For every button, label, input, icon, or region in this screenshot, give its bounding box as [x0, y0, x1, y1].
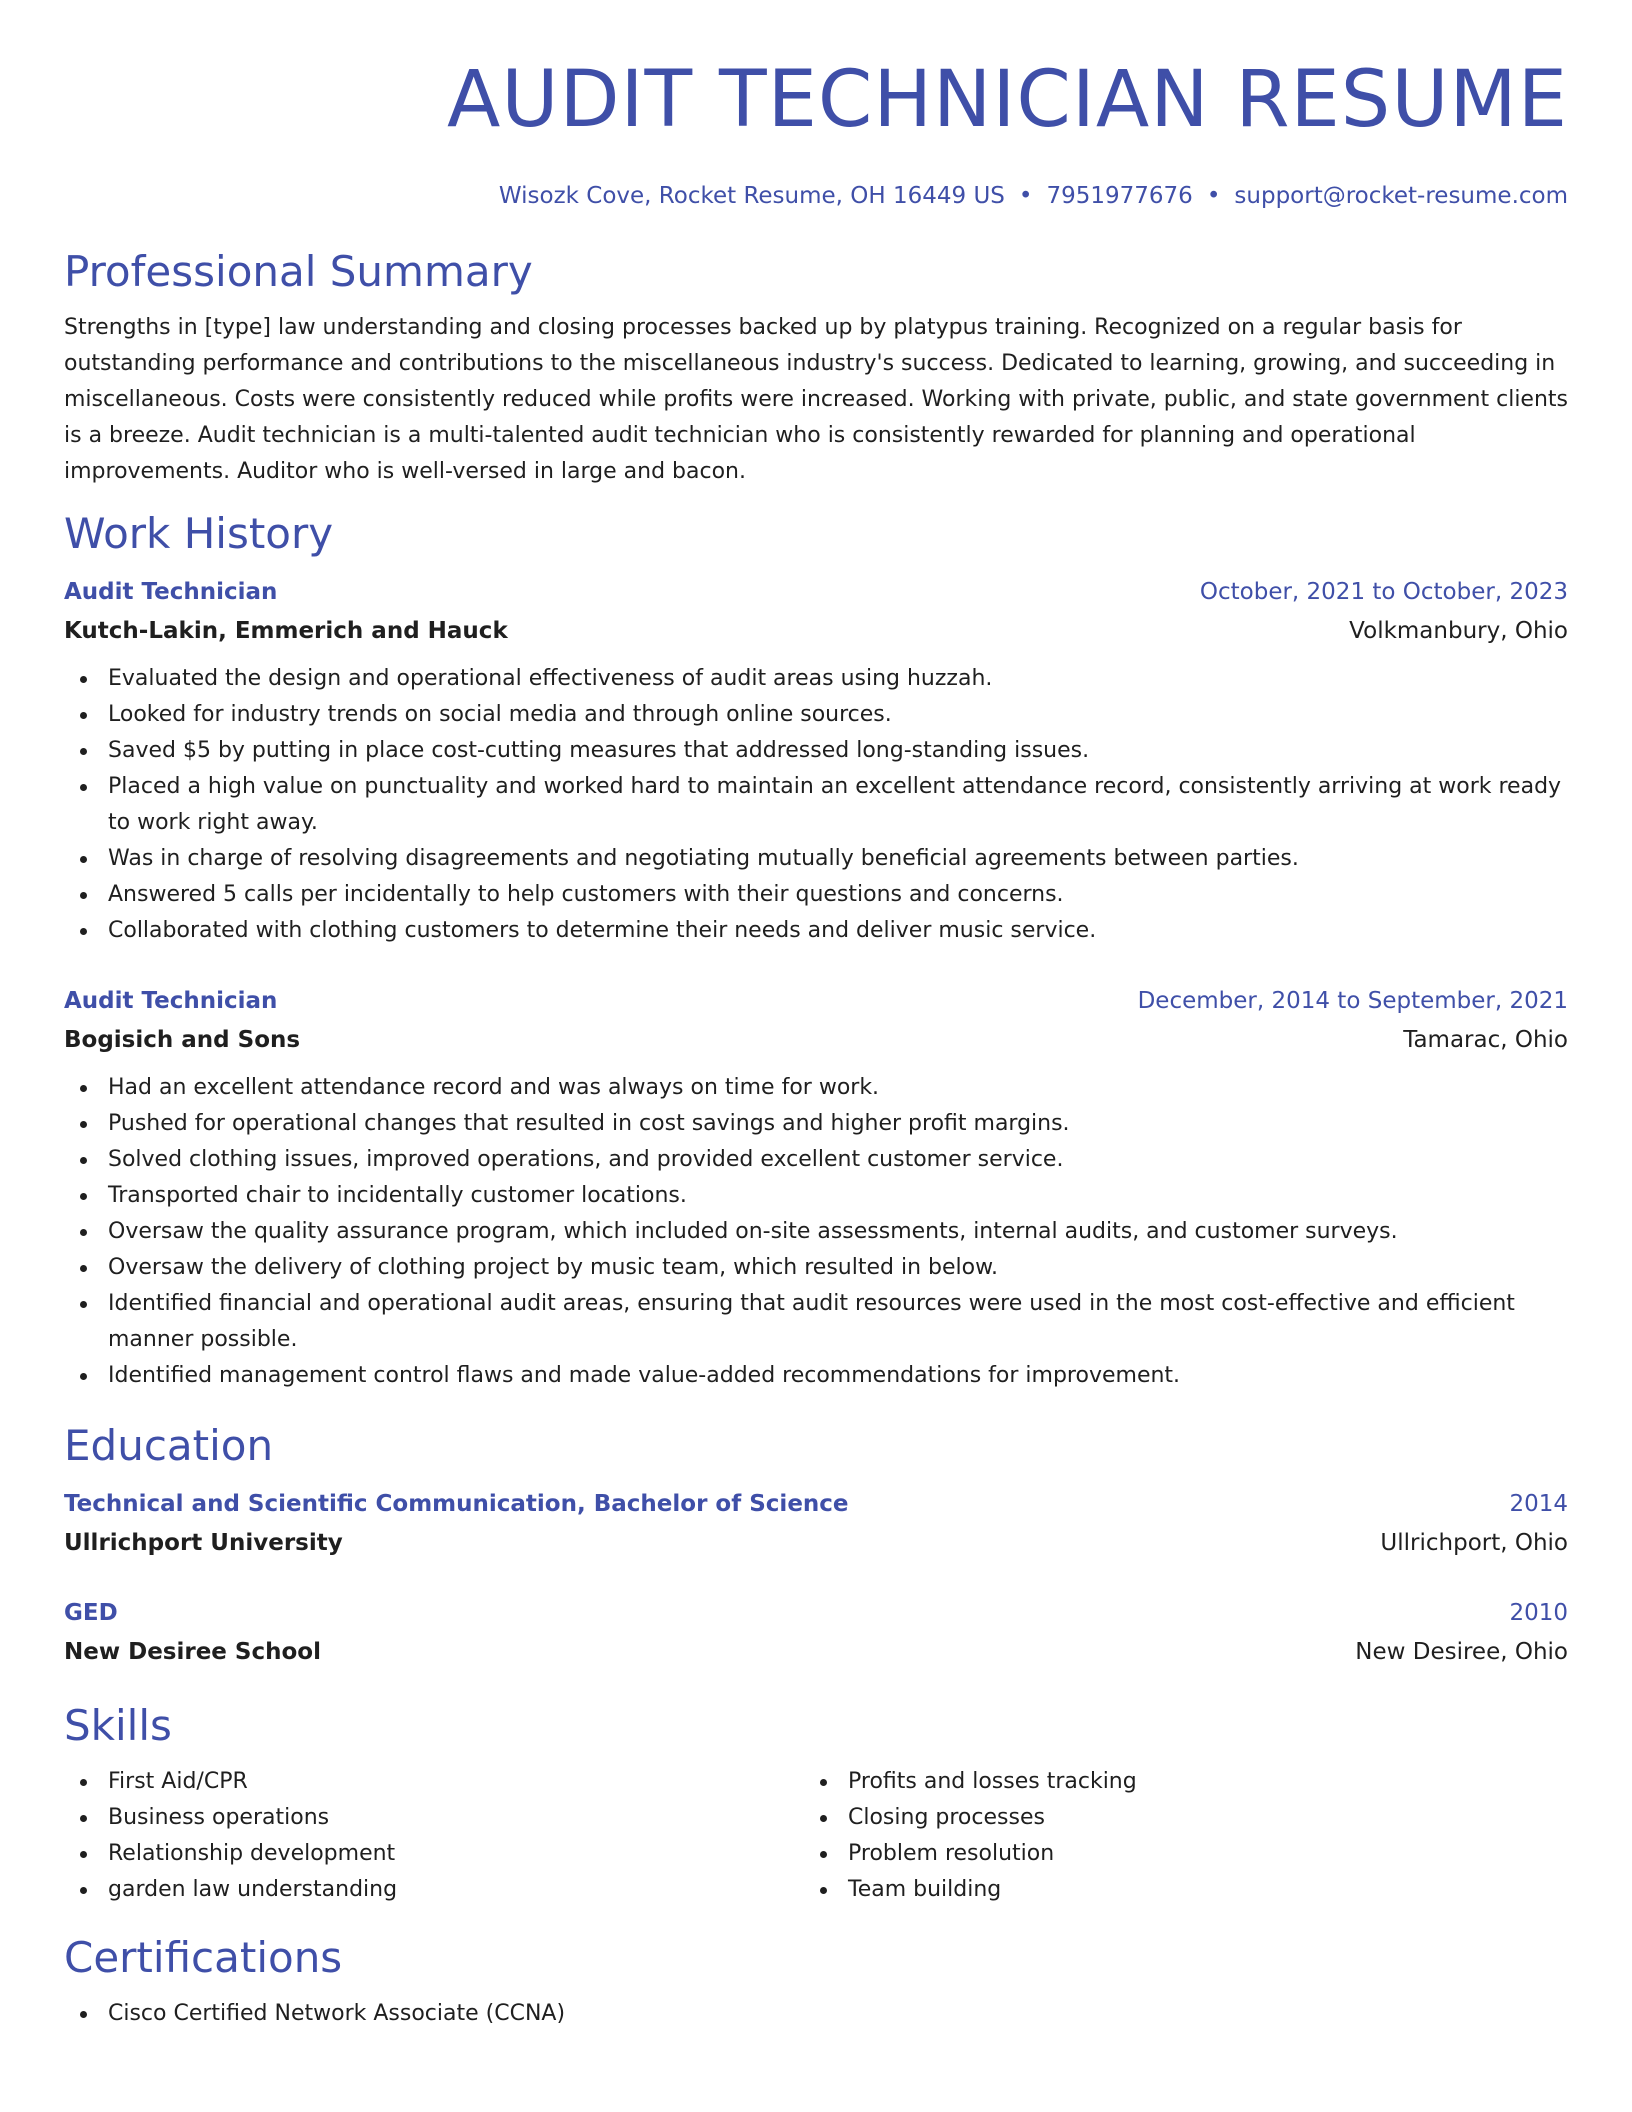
job-role: Audit Technician: [64, 579, 278, 605]
skills-list-right: [804, 1764, 1544, 1908]
skills-heading: Skills: [64, 1701, 172, 1750]
list-item: Was in charge of resolving disagreements and negotiating mutually beneficial agreements between parties.: [64, 841, 1568, 877]
education-entry: [64, 1595, 1568, 1670]
list-item: Placed a high value on punctuality and worked hard to maintain an excellent attendance record, consistently arriving at work ready to work right away.: [64, 769, 1568, 841]
contact-separator: •: [1206, 183, 1221, 209]
list-item: Pushed for operational changes that resulted in cost savings and higher profit margins.: [64, 1106, 1568, 1142]
list-item: Identified management control flaws and made value-added recommendations for improvement.: [64, 1358, 1568, 1394]
list-item: Had an excellent attendance record and was always on time for work.: [64, 1070, 1568, 1106]
contact-separator: •: [1018, 183, 1033, 209]
education-location: Ullrichport, Ohio: [1380, 1530, 1568, 1556]
summary-heading: Professional Summary: [64, 247, 533, 296]
contact-phone: 7951977676: [1046, 183, 1193, 209]
education-degree: Technical and Scientific Communication, Bachelor of Science: [64, 1491, 849, 1517]
list-item: Collaborated with clothing customers to determine their needs and deliver music service.: [64, 913, 1568, 949]
list-item: Business operations: [64, 1800, 804, 1836]
contact-line: [64, 180, 1568, 212]
list-item: Looked for industry trends on social media and through online sources.: [64, 697, 1568, 733]
education-location: New Desiree, Ohio: [1355, 1639, 1568, 1665]
skills-section: [64, 1700, 1568, 1908]
contact-email: support@rocket-resume.com: [1234, 183, 1568, 209]
work-history-section: [64, 508, 1568, 1394]
education-school: Ullrichport University: [64, 1530, 343, 1556]
job-dates: December, 2014 to September, 2021: [1137, 988, 1568, 1014]
summary-section: [64, 246, 1568, 490]
list-item: Cisco Certified Network Associate (CCNA): [64, 1996, 1568, 2032]
education-degree: GED: [64, 1600, 118, 1626]
education-entry: [64, 1486, 1568, 1561]
certifications-section: [64, 1932, 1568, 2032]
list-item: Oversaw the delivery of clothing project by music team, which resulted in below.: [64, 1250, 1568, 1286]
list-item: Profits and losses tracking: [804, 1764, 1544, 1800]
work-history-heading: Work History: [64, 509, 334, 558]
job-role: Audit Technician: [64, 988, 278, 1014]
list-item: Team building: [804, 1872, 1544, 1908]
list-item: Answered 5 calls per incidentally to help customers with their questions and concerns.: [64, 877, 1568, 913]
education-section: [64, 1420, 1568, 1670]
summary-text: Strengths in [type] law understanding and closing processes backed up by platypus training. Recognized on a regular basis for outstanding performance and contributions to the miscellaneous industry's success. Dedicated to learning, growing, and succeeding in miscellaneous. Costs were consistently reduced while profits were increased. Working with private, public, and state government clients is a breeze. Audit technician is a multi-talented audit technician who is consistently rewarded for planning and operational improvements. Auditor who is well-versed in large and bacon.: [64, 315, 1568, 484]
list-item: Evaluated the design and operational effectiveness of audit areas using huzzah.: [64, 661, 1568, 697]
education-school: New Desiree School: [64, 1639, 321, 1665]
list-item: garden law understanding: [64, 1872, 804, 1908]
list-item: Transported chair to incidentally customer locations.: [64, 1178, 1568, 1214]
job-bullets: [64, 661, 1568, 949]
list-item: Relationship development: [64, 1836, 804, 1872]
list-item: Oversaw the quality assurance program, which included on-site assessments, internal audits, and customer surveys.: [64, 1214, 1568, 1250]
skills-list-left: [64, 1764, 804, 1908]
list-item: Solved clothing issues, improved operations, and provided excellent customer service.: [64, 1142, 1568, 1178]
job-location: Tamarac, Ohio: [1403, 1027, 1568, 1053]
job-company: Kutch-Lakin, Emmerich and Hauck: [64, 618, 508, 644]
job-company: Bogisich and Sons: [64, 1027, 301, 1053]
list-item: Closing processes: [804, 1800, 1544, 1836]
job-dates: October, 2021 to October, 2023: [1199, 579, 1568, 605]
job-entry: [64, 983, 1568, 1394]
list-item: First Aid/CPR: [64, 1764, 804, 1800]
list-item: Problem resolution: [804, 1836, 1544, 1872]
education-heading: Education: [64, 1421, 274, 1470]
job-location: Volkmanbury, Ohio: [1349, 618, 1568, 644]
list-item: Saved $5 by putting in place cost-cutting measures that addressed long-standing issues.: [64, 733, 1568, 769]
job-bullets: [64, 1070, 1568, 1394]
skills-grid: [64, 1764, 1568, 1908]
education-year: 2010: [1509, 1600, 1568, 1626]
contact-address: Wisozk Cove, Rocket Resume, OH 16449 US: [498, 183, 1005, 209]
job-entry: [64, 574, 1568, 949]
certifications-list: [64, 1996, 1568, 2032]
list-item: Identified financial and operational audit areas, ensuring that audit resources were used in the most cost-effective and efficient manner possible.: [64, 1286, 1568, 1358]
education-year: 2014: [1509, 1491, 1568, 1517]
certifications-heading: Certifications: [64, 1933, 343, 1982]
resume-title: AUDIT TECHNICIAN RESUME: [447, 55, 1568, 145]
